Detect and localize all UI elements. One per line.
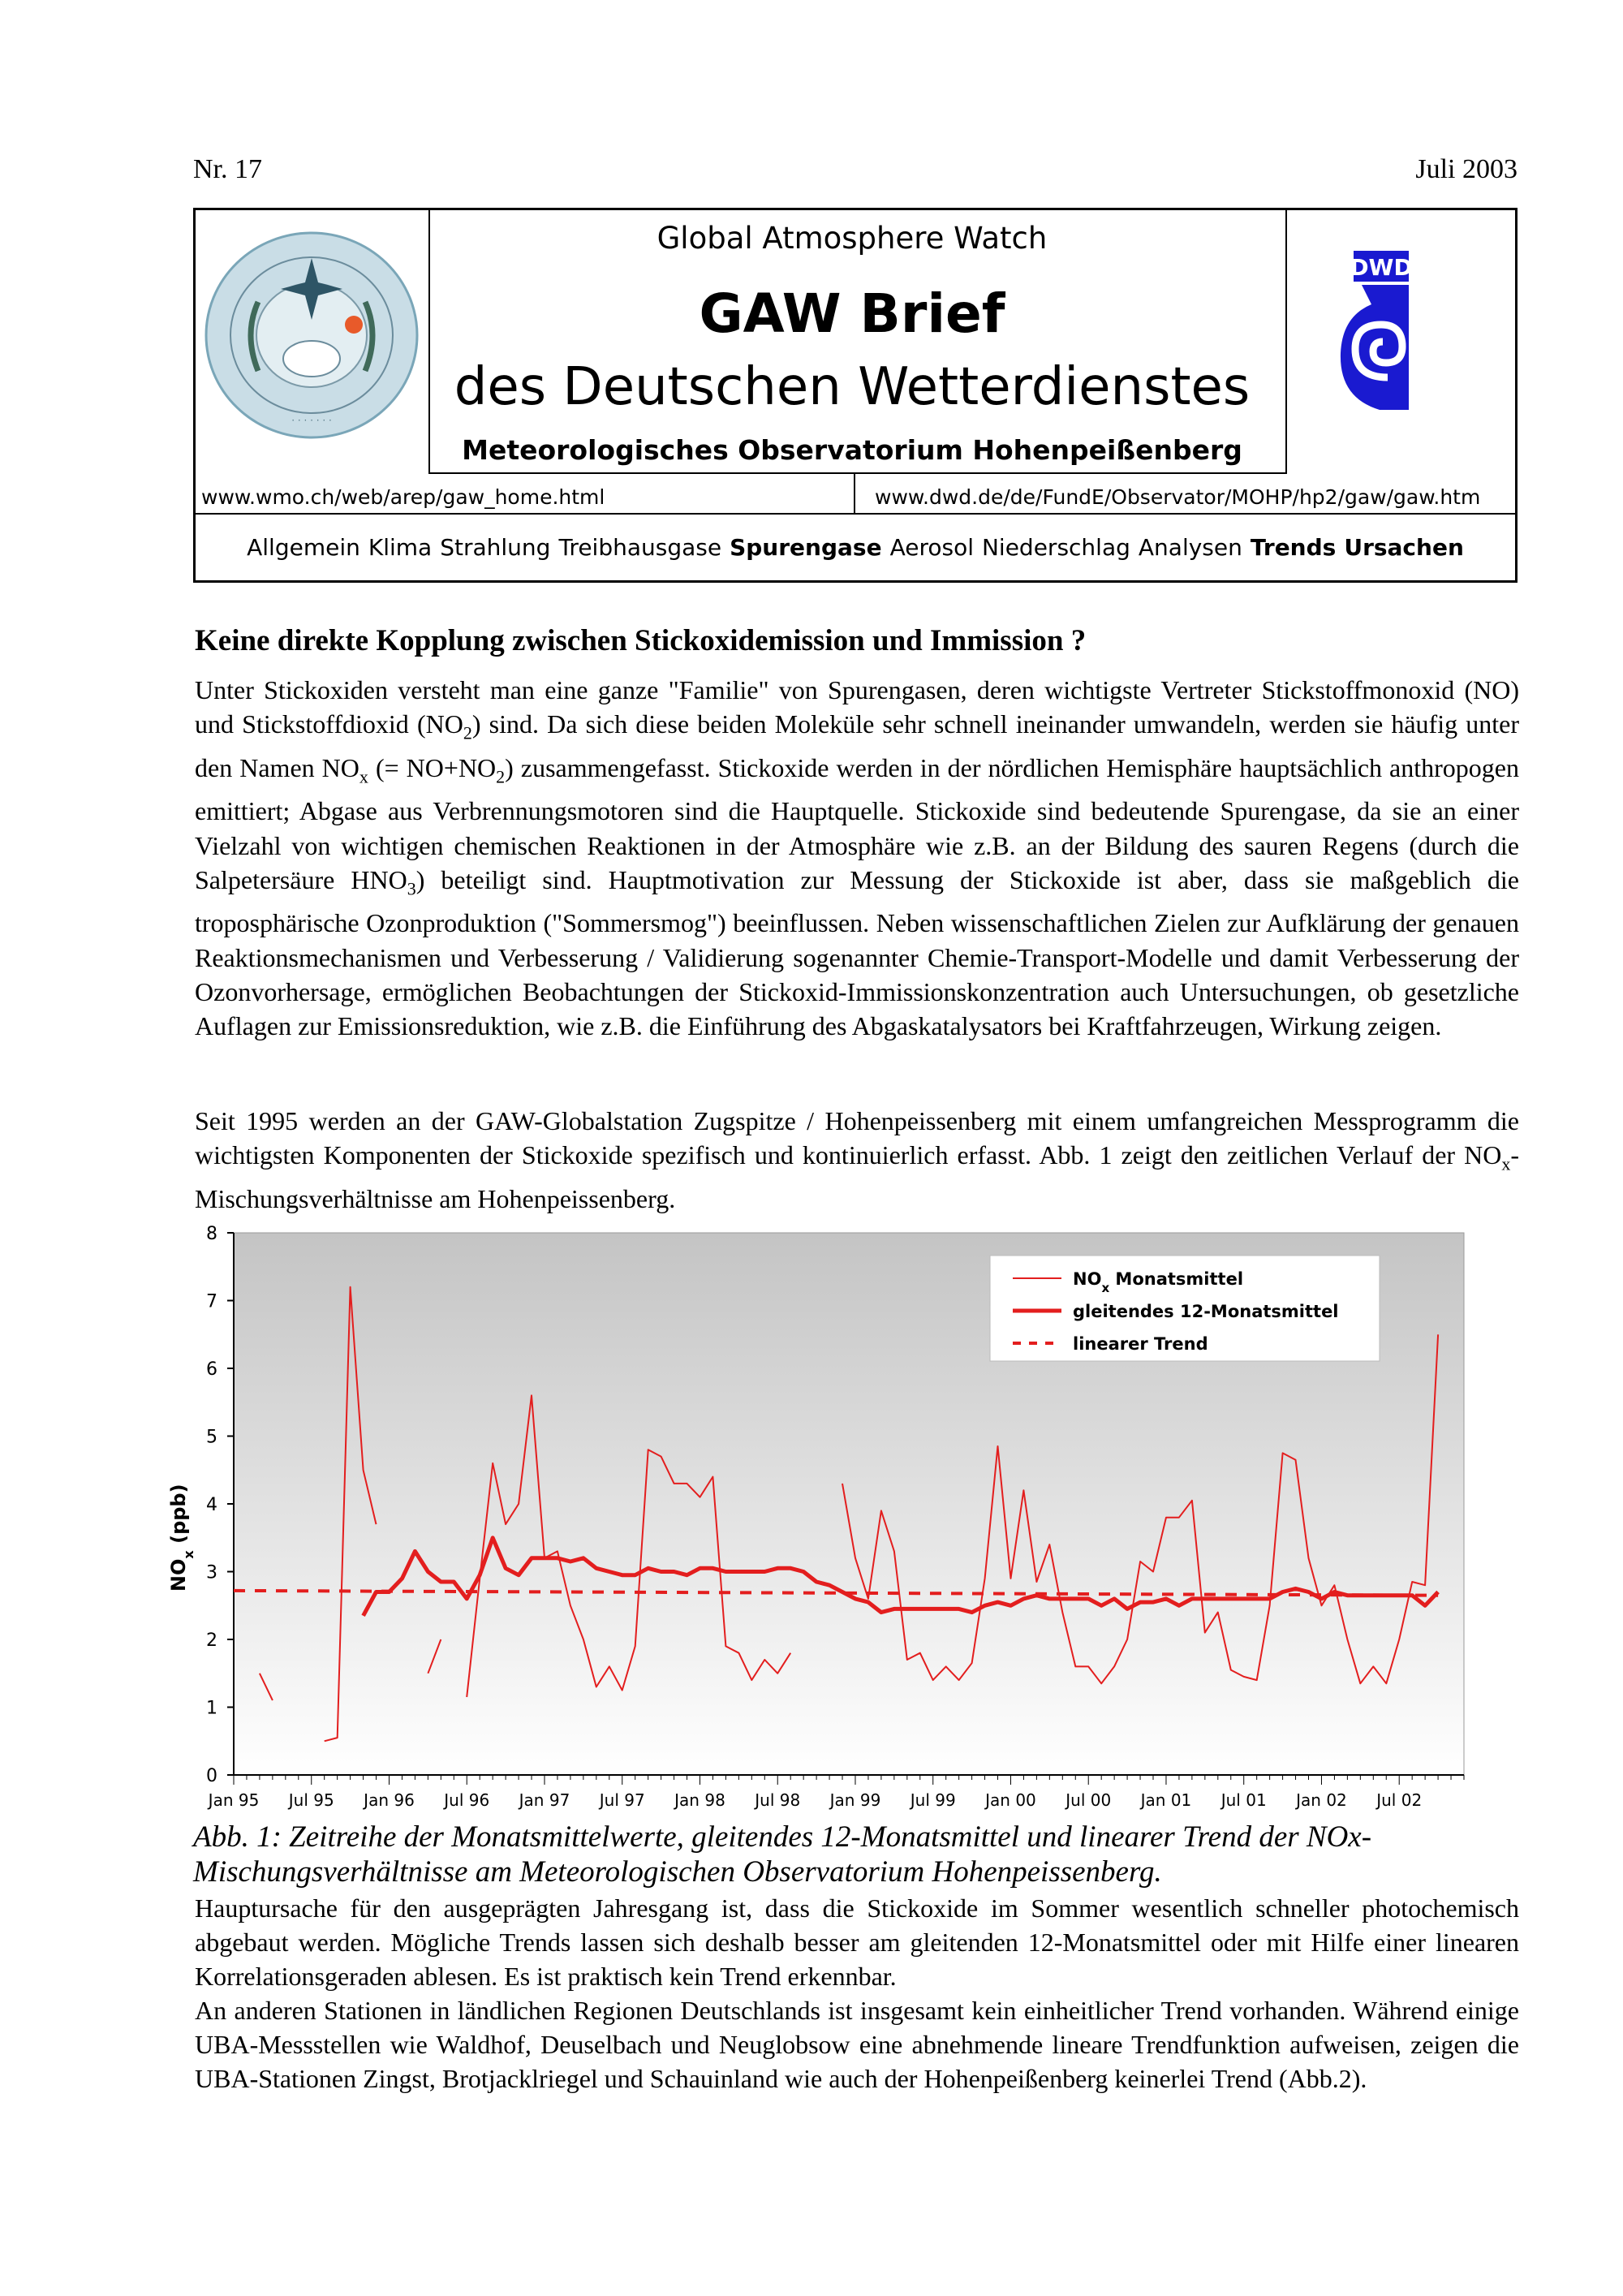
y-tick-label: 5	[206, 1427, 217, 1448]
legend-label: linearer Trend	[1073, 1334, 1208, 1354]
x-tick-label: Jan 02	[1296, 1790, 1347, 1810]
x-tick-label: Jul 00	[1065, 1790, 1112, 1810]
wmo-url-link[interactable]: www.wmo.ch/web/arep/gaw_home.html	[201, 485, 605, 509]
article-headline: Keine direkte Kopplung zwischen Stickoxidemission und Immission ?	[195, 624, 1087, 657]
y-tick-label: 3	[206, 1562, 217, 1583]
topic-niederschlag: Niederschlag	[981, 534, 1130, 561]
topic-allgemein: Allgemein	[247, 534, 360, 561]
y-tick-label: 4	[206, 1495, 217, 1515]
newsletter-title: GAW Brief	[699, 282, 1005, 345]
dwd-url-link[interactable]: www.dwd.de/de/FundE/Observator/MOHP/hp2/gaw/gaw.htm	[875, 485, 1481, 509]
dwd-logo-text: DWD	[1350, 254, 1413, 281]
y-tick-label: 7	[206, 1291, 217, 1312]
observatory-name: Meteorologisches Observatorium Hohenpeißenberg	[462, 434, 1242, 466]
topic-klima: Klima	[368, 534, 433, 561]
x-tick-label: Jul 01	[1220, 1790, 1267, 1810]
x-tick-label: Jan 00	[985, 1790, 1036, 1810]
y-tick-label: 2	[206, 1630, 217, 1651]
dwd-logo-icon	[1331, 248, 1428, 418]
figure-caption: Abb. 1: Zeitreihe der Monatsmittelwerte, gleitendes 12-Monatsmittel und linearer Trend der NOx-Mischungsverhältnisse am Meteorologischen Observatorium Hohenpeissenberg.	[193, 1820, 1372, 1889]
article-paragraph-1: Unter Stickoxiden versteht man eine ganze "Familie" von Spurengasen, deren wichtigste Vertreter Stickstoffmonoxid (NO) und Stickstoffdioxid $(NO_2)$ sind. Da sich diese beiden Moleküle sehr schnell ineinander umwandeln, werden sie häufig unter den Namen $NO_x$ (= $NO+NO_2$) zusammengefasst. Stickoxide werden in der nördlichen Hemisphäre hauptsächlich anthropogen emittiert; Abgase aus Verbrennungsmotoren sind die Hauptquelle. Stickoxide sind bedeutende Spurengase, da sie an einer Vielzahl von wichtigen chemischen Reaktionen in der Atmosphäre wie z.B. an der Bildung des sauren Regens (durch die Salpetersäure $HNO_3$) beteiligt sind. Hauptmotivation zur Messung der Stickoxide ist aber, dass sie maßgeblich die troposphärische Ozonproduktion ("Sommersmog") beeinflussen. Neben wissenschaftlichen Zielen zur Aufklärung der genauen Reaktionsmechanismen und Verbesserung / Validierung sogenannter Chemie-Transport-Modelle und damit Verbesserung der Ozonvorhersage, ermöglichen Beobachtungen der Stickoxid-Immissionskonzentration auch Untersuchungen, ob gesetzliche Auflagen zur Emissionsreduktion, wie z.B. die Einführung des Abgaskatalysators bei Kraftfahrzeugen, Wirkung zeigen.	[195, 675, 1520, 1040]
y-tick-label: 1	[206, 1698, 217, 1719]
x-tick-label: Jan 98	[674, 1790, 725, 1810]
x-tick-label: Jan 95	[208, 1790, 260, 1810]
topic-trends: Trends	[1250, 534, 1337, 561]
y-tick-label: 8	[206, 1224, 217, 1244]
issue-date: Juli 2003	[1415, 154, 1518, 184]
x-tick-label: Jan 01	[1140, 1790, 1192, 1810]
topic-strahlung: Strahlung	[440, 534, 551, 561]
x-tick-label: Jul 97	[599, 1790, 645, 1810]
nox-time-series-chart	[162, 1213, 1493, 1814]
issue-number: Nr. 17	[193, 154, 262, 184]
topic-spurengase: Spurengase	[730, 534, 882, 561]
legend-label: $NO_x$ Monatsmittel	[1073, 1269, 1244, 1295]
topic-ursachen: Ursachen	[1344, 534, 1464, 561]
y-tick-label: 6	[206, 1359, 217, 1380]
x-tick-label: Jul 02	[1376, 1790, 1423, 1810]
x-tick-label: Jan 97	[519, 1790, 570, 1810]
legend-label: gleitendes 12-Monatsmittel	[1073, 1302, 1339, 1321]
title-pre: Global Atmosphere Watch	[657, 221, 1048, 256]
x-tick-label: Jan 96	[364, 1790, 415, 1810]
y-tick-label: 0	[206, 1766, 217, 1786]
topic-analysen: Analysen	[1138, 534, 1242, 561]
x-tick-label: Jul 95	[288, 1790, 334, 1810]
wmo-gaw-emblem-icon	[201, 229, 422, 442]
topic-bar	[195, 534, 1516, 561]
x-tick-label: Jul 99	[910, 1790, 956, 1810]
newsletter-subtitle: des Deutschen Wetterdienstes	[454, 357, 1251, 417]
article-paragraph-4: An anderen Stationen in ländlichen Regionen Deutschlands ist insgesamt kein einheitlicher Trend vorhanden. Während einige UBA-Messstellen wie Waldhof, Deuselbach und Neuglobsow eine abnehmende lineare Trendfunktion aufweisen, zeigen die UBA-Stationen Zingst, Brotjacklriegel und Schauinland wie auch der Hohenpeißenberg keinerlei Trend (Abb.2).	[195, 1996, 1519, 2094]
article-paragraph-2: Seit 1995 werden an der GAW-Globalstation Zugspitze / Hohenpeissenberg mit einem umfangreichen Messprogramm die wichtigsten Komponenten der Stickoxide spezifisch und kontinuierlich erfasst. Abb. 1 zeigt den zeitlichen Verlauf der $NO_x$-Mischungsverhältnisse am Hohenpeissenberg.	[195, 1106, 1519, 1213]
y-axis-label: $NO_x$ (ppb)	[167, 1484, 196, 1592]
topic-treibhausgase: Treibhausgase	[558, 534, 722, 561]
x-tick-label: Jan 99	[829, 1790, 881, 1810]
topic-aerosol: Aerosol	[889, 534, 974, 561]
article-paragraph-3: Hauptursache für den ausgeprägten Jahresgang ist, dass die Stickoxide im Sommer wesentlich schneller photochemisch abgebaut werden. Mögliche Trends lassen sich deshalb besser am gleitenden 12-Monatsmittel oder mit Hilfe einer linearen Korrelationsgeraden ablesen. Es ist praktisch kein Trend erkennbar.	[195, 1893, 1519, 1992]
x-tick-label: Jul 96	[444, 1790, 490, 1810]
x-tick-label: Jul 98	[755, 1790, 801, 1810]
svg-text:· · · · · · ·: · · · · · · ·	[291, 415, 332, 426]
